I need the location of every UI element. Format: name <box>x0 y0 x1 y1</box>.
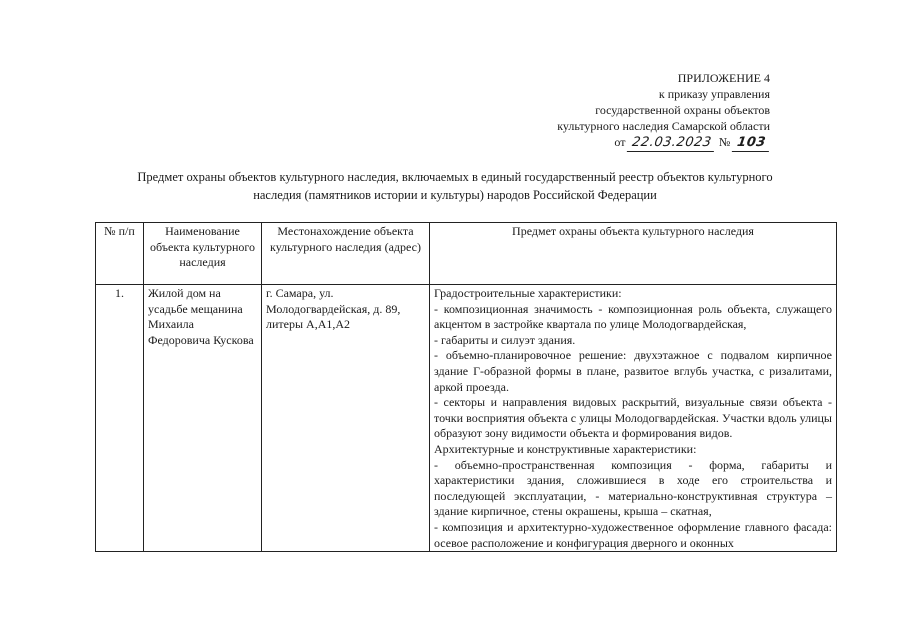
order-number: 103 <box>732 135 771 152</box>
number-prefix: № <box>718 135 731 149</box>
appendix-line-2: государственной охраны объектов <box>595 103 770 117</box>
subject-paragraph: Архитектурные и конструктивные характеристики: <box>434 441 697 456</box>
row-subject <box>430 285 837 552</box>
subject-paragraph: Градостроительные характеристики: <box>434 286 622 300</box>
document-title-line-1: Предмет охраны объектов культурного наследия, включаемых в единый государственный реестр объектов культурного <box>137 170 773 184</box>
date-prefix: от <box>614 135 626 149</box>
subject-paragraph: - габариты и силуэт здания. <box>434 332 576 347</box>
order-date: 22.03.2023 <box>627 135 717 152</box>
header-subject: Предмет охраны объекта культурного наследия <box>430 223 837 285</box>
header-num: № п/п <box>96 223 144 285</box>
appendix-line-3: культурного наследия Самарской области <box>557 119 770 133</box>
table-header-row <box>96 223 837 285</box>
heritage-table <box>95 222 837 552</box>
page-bottom-margin <box>0 580 905 640</box>
row-num: 1. <box>96 285 144 552</box>
appendix-title: ПРИЛОЖЕНИЕ 4 <box>677 71 770 85</box>
table-row <box>96 285 837 552</box>
row-name: Жилой дом на усадьбе мещанина Михаила Федоровича Кускова <box>144 285 262 552</box>
subject-paragraph: - объемно-планировочное решение: двухэтажное с подвалом кирпичное здание Г-образной формы в плане, развитое вглубь участка, с ризалитами, аркой проезда. <box>434 348 832 394</box>
appendix-header <box>430 70 770 152</box>
subject-paragraph: - объемно-пространственная композиция - форма, габариты и характеристики здания, сложившиеся в ходе его строительства и последующей эксплуатации, - материально-конструктивная структура – здание кирпичное, стены окрашены, крыша – скатная, <box>434 457 832 519</box>
header-location: Местонахождение объекта культурного наследия (адрес) <box>262 223 430 285</box>
header-name: Наименование объекта культурного наследия <box>144 223 262 285</box>
document-title <box>100 168 810 204</box>
row-location: г. Самара, ул. Молодогвардейская, д. 89, литеры А,А1,А2 <box>262 285 430 552</box>
document-title-line-2: наследия (памятников истории и культуры) народов Российской Федерации <box>253 188 657 202</box>
subject-paragraph: - секторы и направления видовых раскрытий, визуальные связи объекта - точки восприятия объекта с улицы Молодогвардейская. Участки вдоль улицы образуют зону видимости объекта и формирования видов. <box>434 395 832 441</box>
order-date-number <box>430 134 770 152</box>
subject-paragraph: - композиционная значимость - композиционная роль объекта, служащего акцентом в застройке квартала по улице Молодогвардейская, <box>434 301 832 332</box>
appendix-line-1: к приказу управления <box>658 87 770 101</box>
subject-paragraph: - композиция и архитектурно-художественное оформление главного фасада: осевое расположение и конфигурация дверного и оконных <box>434 519 832 550</box>
